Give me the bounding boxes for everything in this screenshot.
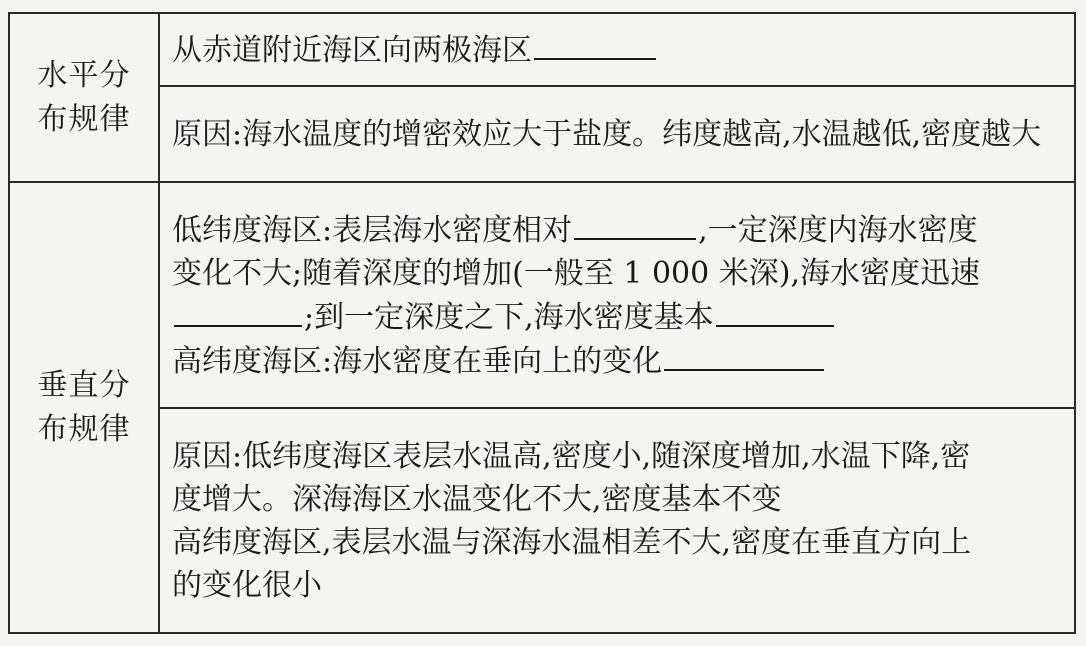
low-latitude-text-3: 变化不大;随着深度的增加(一般至 1 000 米深),海水密度迅速	[172, 255, 981, 291]
low-latitude-blank-2[interactable]	[174, 295, 302, 327]
vertical-reason-line-2: 度增大。深海海区水温变化不大,密度基本不变	[172, 481, 782, 517]
horizontal-rule-cell	[159, 13, 1075, 86]
vertical-distribution-header	[9, 182, 159, 633]
horizontal-header-line2: 布规律	[37, 101, 131, 137]
horizontal-rule-text: 从赤道附近海区向两极海区	[172, 32, 532, 68]
vertical-reason-line-4: 的变化很小	[172, 567, 322, 603]
horizontal-header-line1: 水平分	[37, 57, 131, 93]
high-latitude-text: 高纬度海区:海水密度在垂向上的变化	[172, 343, 663, 379]
low-latitude-text-2: ,一定深度内海水密度	[698, 212, 978, 248]
vertical-reason-line-1: 原因:低纬度海区表层水温高,密度小,随深度增加,水温下降,密	[172, 438, 971, 474]
vertical-header-line1: 垂直分	[37, 367, 131, 403]
vertical-header-line2: 布规律	[37, 411, 131, 447]
high-latitude-blank[interactable]	[664, 339, 824, 371]
horizontal-distribution-header	[9, 13, 159, 182]
low-latitude-blank-3[interactable]	[716, 295, 834, 327]
seawater-density-table	[8, 12, 1076, 634]
horizontal-rule-blank[interactable]	[534, 28, 656, 60]
vertical-reason-line-3: 高纬度海区,表层水温与深海水温相差不大,密度在垂直方向上	[172, 524, 972, 560]
horizontal-reason-text: 原因:海水温度的增密效应大于盐度。纬度越高,水温越低,密度越大	[172, 116, 1042, 152]
vertical-reason-cell	[159, 408, 1075, 633]
vertical-rule-cell	[159, 182, 1075, 408]
low-latitude-text-1: 低纬度海区:表层海水密度相对	[172, 212, 573, 248]
low-latitude-text-4: ;到一定深度之下,海水密度基本	[304, 299, 714, 335]
horizontal-reason-cell	[159, 86, 1075, 182]
low-latitude-blank-1[interactable]	[574, 208, 696, 240]
